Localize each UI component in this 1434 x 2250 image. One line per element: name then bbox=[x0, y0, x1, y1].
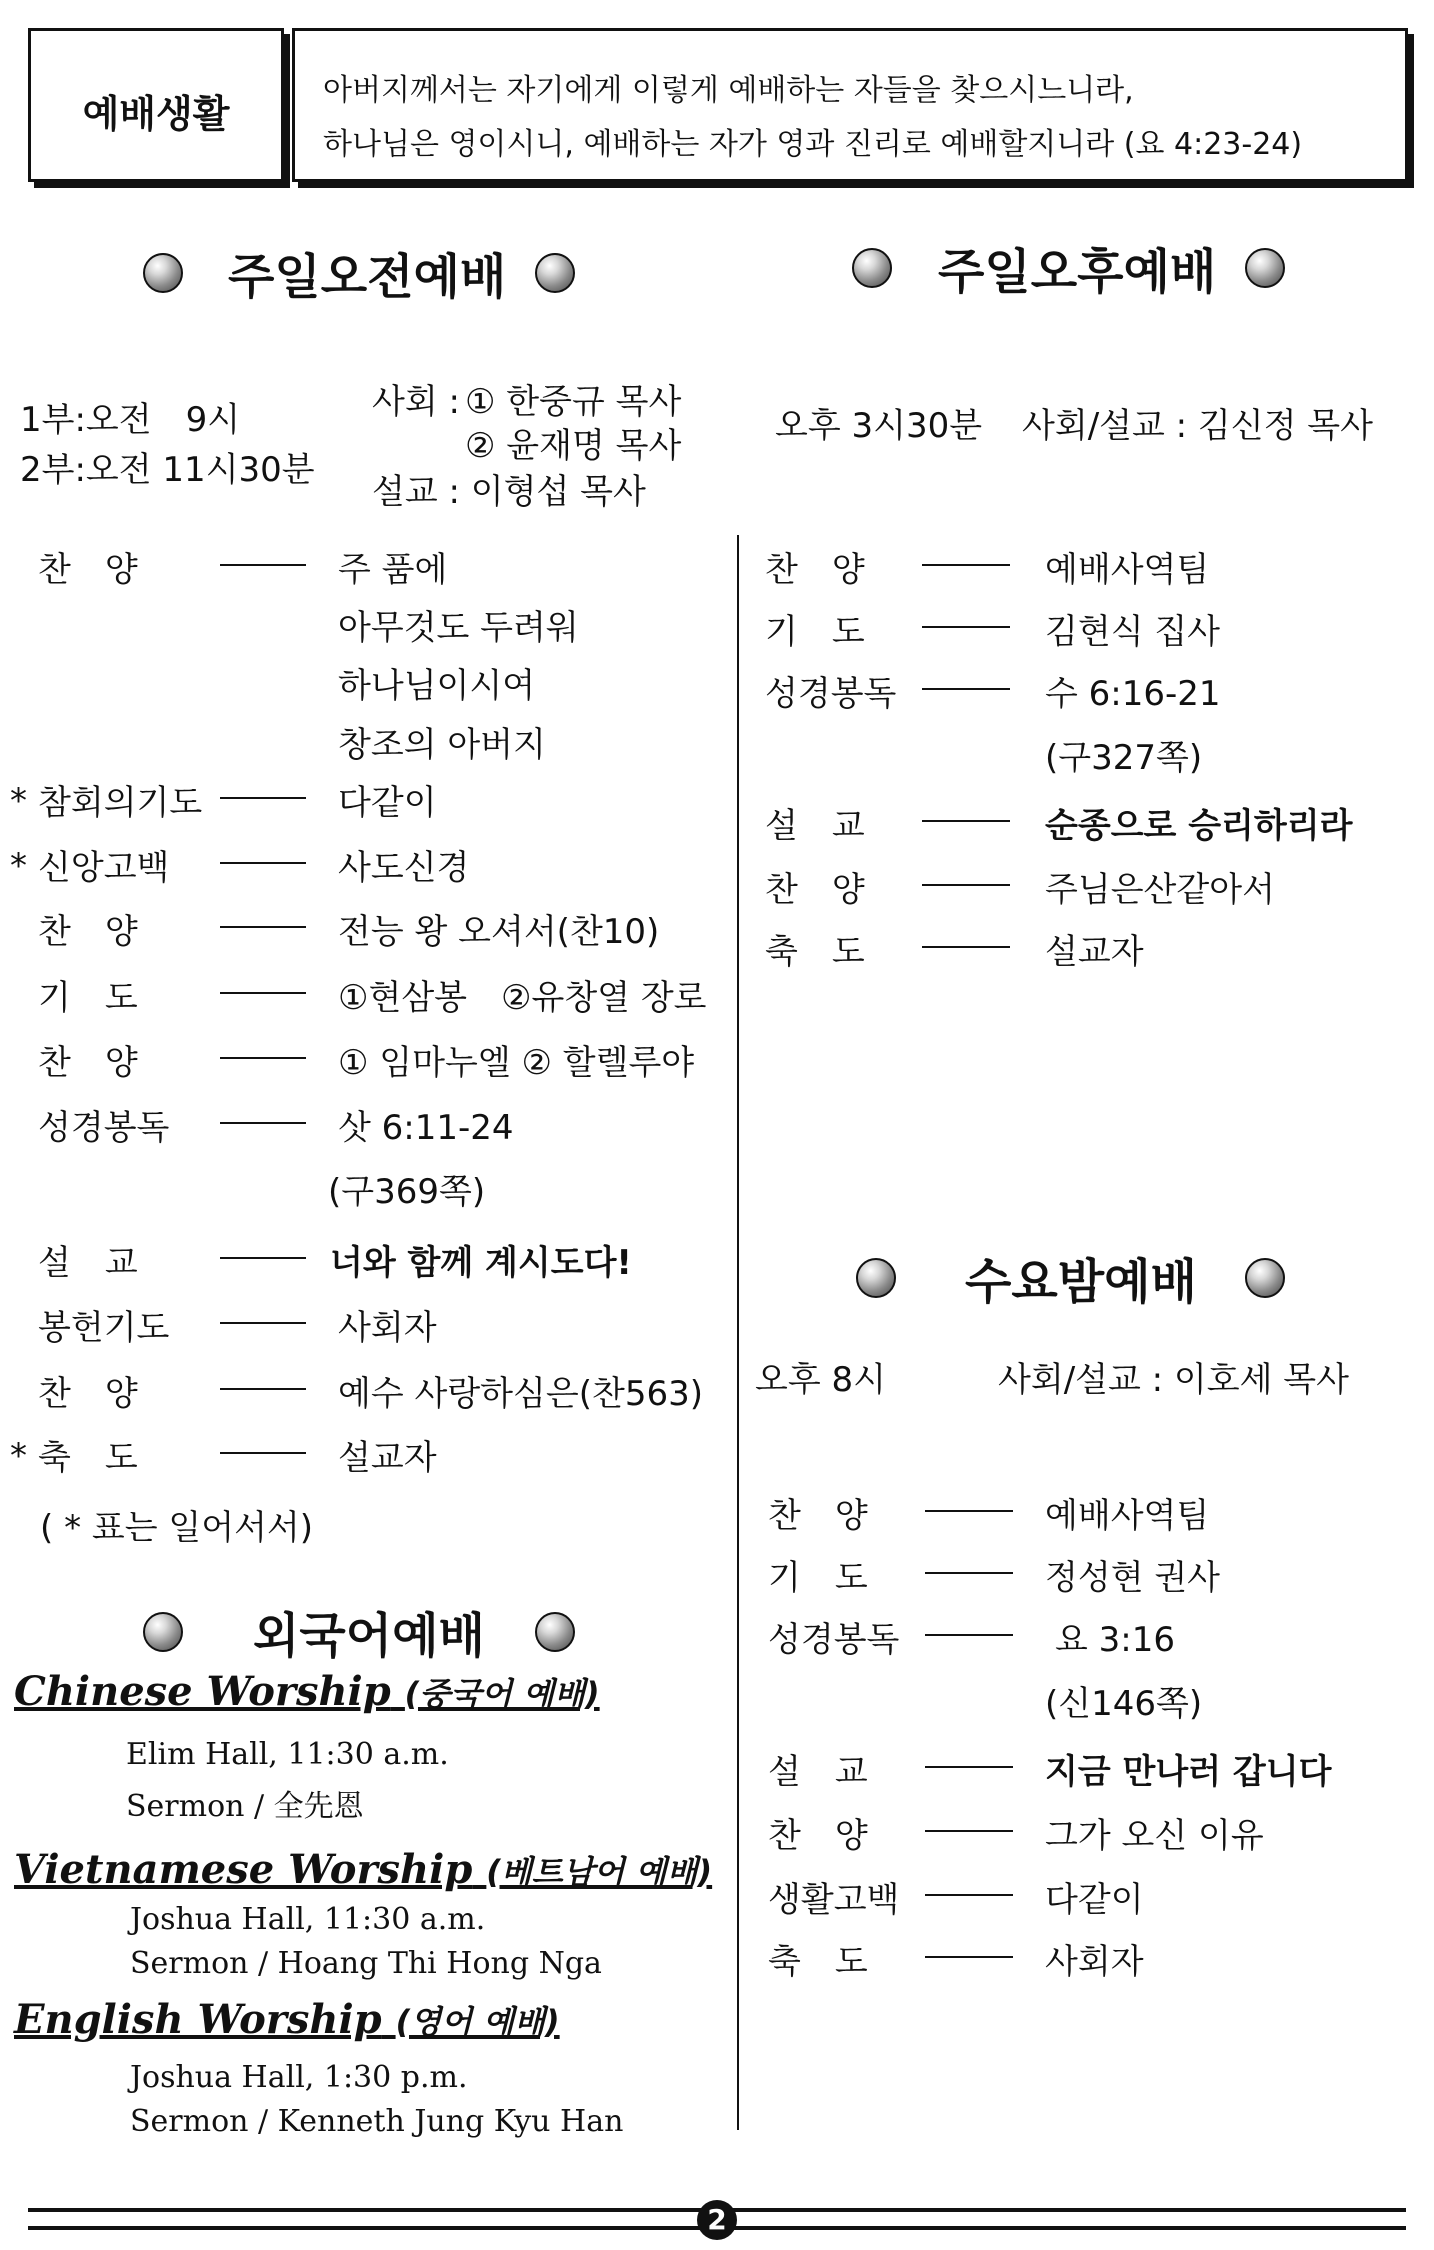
order-item-value: 아무것도 두려워 bbox=[338, 608, 579, 648]
order-item-value: 다같이 bbox=[338, 783, 437, 823]
order-item-dash bbox=[922, 946, 1010, 948]
order-item-value: 전능 왕 오셔서(찬10) bbox=[338, 912, 660, 952]
chinese-worship-place: Elim Hall, 11:30 a.m. bbox=[126, 1737, 449, 1772]
order-item-value: 김현식 집사 bbox=[1045, 612, 1221, 652]
order-item-dash bbox=[220, 1452, 306, 1454]
order-item-label: 찬 양 bbox=[765, 870, 865, 910]
order-item-dash bbox=[220, 564, 306, 566]
vietnamese-worship-place: Joshua Hall, 11:30 a.m. bbox=[130, 1902, 486, 1937]
order-item-label: 찬 양 bbox=[765, 550, 865, 590]
order-item-dash bbox=[925, 1634, 1013, 1636]
order-item-label: 축 도 bbox=[768, 1942, 868, 1982]
order-item-dash bbox=[925, 1572, 1013, 1574]
order-item-value: 사도신경 bbox=[338, 848, 470, 888]
order-item-value: 주님은산같아서 bbox=[1045, 870, 1275, 910]
verse-line-2: 하나님은 영이시니, 예배하는 자가 영과 진리로 예배할지니라 (요 4:23-24) bbox=[323, 127, 1303, 162]
order-item-label: 찬 양 bbox=[38, 1374, 138, 1414]
chinese-worship-name: Chinese Worship bbox=[14, 1668, 391, 1715]
order-item-value: 요 3:16 bbox=[1055, 1620, 1176, 1660]
vietnamese-worship-sermon: Sermon / Hoang Thi Hong Nga bbox=[130, 1946, 602, 1981]
order-item-value: 순종으로 승리하리라 bbox=[1045, 806, 1353, 846]
english-worship-title bbox=[14, 1996, 560, 2043]
order-item-label: 봉헌기도 bbox=[38, 1308, 170, 1348]
wednesday-time: 오후 8시 bbox=[755, 1360, 886, 1400]
standing-star-mark: * bbox=[10, 1436, 27, 1476]
english-worship-place: Joshua Hall, 1:30 p.m. bbox=[130, 2060, 468, 2095]
morning-preacher: 설교 : 이형섭 목사 bbox=[372, 472, 646, 512]
order-item-label: 신앙고백 bbox=[38, 848, 170, 888]
order-item-value: 수 6:16-21 bbox=[1045, 674, 1221, 714]
column-divider bbox=[737, 535, 739, 2130]
order-item-label: 축 도 bbox=[38, 1438, 138, 1478]
vietnamese-worship-ko: (베트남어 예배) bbox=[486, 1853, 713, 1891]
morning-title: 주일오전예배 bbox=[228, 249, 507, 305]
bullet-ball-icon bbox=[535, 253, 575, 293]
order-item-label: 생활고백 bbox=[768, 1880, 900, 1920]
order-item-dash bbox=[220, 992, 306, 994]
wednesday-title: 수요밤예배 bbox=[965, 1254, 1197, 1310]
order-item-value: 사회자 bbox=[1045, 1942, 1144, 1982]
order-item-value: 하나님이시여 bbox=[338, 666, 536, 706]
order-item-dash bbox=[922, 884, 1010, 886]
order-item-dash bbox=[220, 1322, 306, 1324]
order-item-value: 예배사역팀 bbox=[1045, 550, 1210, 590]
order-item-label: 기 도 bbox=[768, 1558, 868, 1598]
order-item-label: 찬 양 bbox=[38, 912, 138, 952]
order-item-dash bbox=[922, 820, 1010, 822]
order-item-value: 다같이 bbox=[1045, 1880, 1144, 1920]
order-item-dash bbox=[220, 862, 306, 864]
verse-box bbox=[292, 28, 1408, 182]
morning-leader-2: ② 윤재명 목사 bbox=[465, 426, 682, 466]
page-number: 2 bbox=[697, 2200, 737, 2240]
order-item-label: 참회의기도 bbox=[38, 783, 203, 823]
order-item-value: (신146쪽) bbox=[1045, 1684, 1203, 1724]
order-item-label: 찬 양 bbox=[768, 1496, 868, 1536]
order-item-label: 성경봉독 bbox=[765, 674, 897, 714]
chinese-worship-sermon: Sermon / 全先恩 bbox=[126, 1789, 364, 1824]
order-item-label: 성경봉독 bbox=[38, 1108, 170, 1148]
order-item-value: ①현삼봉 ②유창열 장로 bbox=[338, 978, 707, 1018]
morning-time-2: 2부:오전 11시30분 bbox=[20, 450, 315, 490]
order-item-dash bbox=[220, 926, 306, 928]
order-item-value: ① 임마누엘 ② 할렐루야 bbox=[338, 1043, 695, 1083]
order-item-value: 설교자 bbox=[1045, 932, 1144, 972]
order-item-dash bbox=[220, 797, 306, 799]
english-worship-ko: (영어 예배) bbox=[395, 2003, 560, 2041]
wednesday-leader: 사회/설교 : 이호세 목사 bbox=[998, 1360, 1349, 1400]
order-item-dash bbox=[925, 1956, 1013, 1958]
order-item-label: 설 교 bbox=[765, 806, 865, 846]
bullet-ball-icon bbox=[856, 1258, 896, 1298]
chinese-worship-title bbox=[14, 1668, 600, 1715]
order-item-label: 성경봉독 bbox=[768, 1620, 900, 1660]
order-item-label: 찬 양 bbox=[38, 550, 138, 590]
order-item-dash bbox=[220, 1057, 306, 1059]
order-item-value: 정성현 권사 bbox=[1045, 1558, 1221, 1598]
order-item-dash bbox=[925, 1766, 1013, 1768]
afternoon-leader: 사회/설교 : 김신정 목사 bbox=[1022, 406, 1373, 446]
order-item-value: 주 품에 bbox=[338, 550, 448, 590]
order-item-dash bbox=[925, 1510, 1013, 1512]
order-item-value: (구327쪽) bbox=[1045, 738, 1203, 778]
order-item-value: 그가 오신 이유 bbox=[1045, 1816, 1264, 1856]
english-worship-name: English Worship bbox=[14, 1996, 382, 2043]
order-item-value: 예배사역팀 bbox=[1045, 1496, 1210, 1536]
vietnamese-worship-name: Vietnamese Worship bbox=[14, 1846, 473, 1893]
order-item-dash bbox=[220, 1388, 306, 1390]
order-item-label: 찬 양 bbox=[38, 1043, 138, 1083]
order-item-value: 예수 사랑하심은(찬563) bbox=[338, 1374, 703, 1414]
order-item-dash bbox=[922, 626, 1010, 628]
order-item-label: 축 도 bbox=[765, 932, 865, 972]
order-item-value: (구369쪽) bbox=[328, 1172, 486, 1212]
morning-leader-1: ① 한중규 목사 bbox=[465, 382, 682, 422]
order-item-label: 기 도 bbox=[765, 612, 865, 652]
order-item-value: 지금 만나러 갑니다 bbox=[1045, 1752, 1332, 1792]
order-item-dash bbox=[925, 1830, 1013, 1832]
bullet-ball-icon bbox=[143, 253, 183, 293]
order-item-label: 찬 양 bbox=[768, 1816, 868, 1856]
standing-star-mark: * bbox=[10, 781, 27, 821]
order-item-value: 사회자 bbox=[338, 1308, 437, 1348]
vietnamese-worship-title bbox=[14, 1846, 712, 1893]
order-item-value: 너와 함께 계시도다! bbox=[330, 1243, 632, 1283]
verse-line-1: 아버지께서는 자기에게 이렇게 예배하는 자들을 찾으시느니라, bbox=[323, 73, 1134, 108]
morning-leader-label: 사회 : bbox=[372, 382, 460, 422]
section-label-box bbox=[28, 28, 284, 182]
standing-star-mark: * bbox=[10, 846, 27, 886]
order-item-value: 창조의 아버지 bbox=[338, 725, 546, 765]
bullet-ball-icon bbox=[1245, 1258, 1285, 1298]
order-item-dash bbox=[922, 564, 1010, 566]
order-item-dash bbox=[922, 688, 1010, 690]
chinese-worship-ko: (중국어 예배) bbox=[404, 1675, 600, 1713]
order-item-dash bbox=[220, 1122, 306, 1124]
order-item-dash bbox=[925, 1894, 1013, 1896]
bullet-ball-icon bbox=[1245, 248, 1285, 288]
order-item-label: 설 교 bbox=[768, 1752, 868, 1792]
afternoon-time: 오후 3시30분 bbox=[775, 406, 983, 446]
order-item-value: 설교자 bbox=[338, 1438, 437, 1478]
morning-note: ( * 표는 일어서서) bbox=[40, 1508, 314, 1548]
bullet-ball-icon bbox=[852, 248, 892, 288]
order-item-dash bbox=[220, 1257, 306, 1259]
afternoon-title: 주일오후예배 bbox=[938, 244, 1217, 300]
morning-time-1: 1부:오전 9시 bbox=[20, 400, 241, 440]
foreign-title: 외국어예배 bbox=[253, 1608, 485, 1664]
order-item-label: 기 도 bbox=[38, 978, 138, 1018]
order-item-label: 설 교 bbox=[38, 1243, 138, 1283]
section-label: 예배생활 bbox=[82, 92, 230, 136]
bullet-ball-icon bbox=[535, 1612, 575, 1652]
order-item-value: 삿 6:11-24 bbox=[338, 1108, 514, 1148]
bullet-ball-icon bbox=[143, 1612, 183, 1652]
english-worship-sermon: Sermon / Kenneth Jung Kyu Han bbox=[130, 2104, 624, 2139]
